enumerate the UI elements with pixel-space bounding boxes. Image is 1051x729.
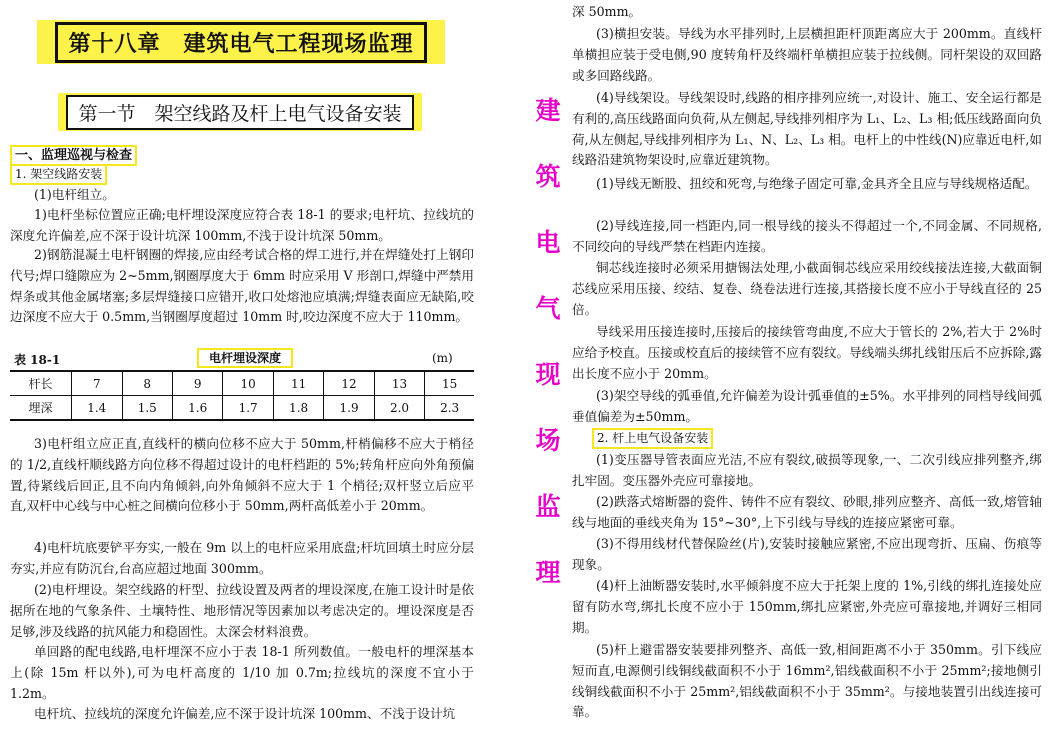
paragraph: (4)导线架设。导线架设时,线路的相序排列应统一,对设计、施工、安全运行都是有利的,高压线路面向负荷,从左侧起,导线排列相序为 L₁、L₂、L₃ 相;低压线路面向负荷,从左侧起,导线排列相序为 L₁、N、L₂、L₃ 相。电杆上的中性线(N)应靠近电杆,如线路沿建筑物架设时,应靠近建筑物。: [572, 90, 1042, 168]
table-unit: (m): [432, 351, 453, 365]
paragraph: (1)导线无断股、扭绞和死弯,与绝缘子固定可靠,金具齐全且应与导线规格适配。: [596, 176, 1038, 191]
table-number: 表 18-1: [14, 353, 61, 367]
section-title-highlight: [58, 93, 422, 131]
table-cell: 15: [425, 371, 474, 396]
table-caption: [10, 348, 474, 370]
table-cell: 杆长: [10, 371, 72, 396]
table-cell: 2.3: [425, 396, 474, 421]
paragraph: (3)横担安装。导线为水平排列时,上层横担距杆顶距离应大于 200mm。直线杆单横担应装于受电侧,90 度转角杆及终端杆单横担应装于拉线侧。同杆架设的双回路或多回路线路。: [572, 26, 1042, 83]
paragraph: (5)杆上避雷器安装要排列整齐、高低一致,相间距离不小于 350mm。引下线应短而直,电源侧引线铜线截面积不小于 16mm²,铝线截面积不小于 25mm²;接地侧引线铜线截面积不小于 25mm²,铝线截面积不小于 35mm²。与接地装置引出线连接可靠。: [572, 642, 1042, 720]
table-cell: 1.7: [223, 396, 273, 421]
paragraph: (2)电杆埋设。架空线路的杆型、拉线设置及两者的埋设深度,在施工设计时是依据所在地的气象条件、土壤特性、地形情况等因素加以考虑决定的。埋设深度是否足够,涉及线路的抗风能力和稳固性。太深会材料浪费。: [10, 582, 474, 639]
paragraph: 导线采用压接连接时,压接后的接续管弯曲度,不应大于管长的 2%,若大于 2%时应给予校直。压接或校直后的接续管不应有裂纹。导线端头绑扎线钳压后不应拆除,露出长度不应小于 20mm。: [572, 324, 1042, 381]
section-title: 第一节 架空线路及杆上电气设备安装: [66, 95, 413, 130]
paragraph: 单回路的配电线路,电杆埋深不应小于表 18-1 所列数值。一般电杆的埋深基本上(除 15m 杆以外),可为电杆高度的 1/10 加 0.7m;拉线坑的深度不宜小于 1.2m。: [10, 644, 474, 701]
paragraph: (4)杆上油断器安装时,水平倾斜度不应大于托架上度的 1%,引线的绑扎连接处应留有防水弯,绑扎长度不应小于 150mm,绑扎应紧密,外壳应可靠接地,并调好三相同期。: [572, 578, 1042, 635]
paragraph: (3)架空导线的弧垂值,允许偏差为设计弧垂值的±5%。水平排列的同档导线间弧垂值偏差为±50mm。: [572, 388, 1042, 424]
paragraph: 铜芯线连接时必须采用搪锡法处理,小截面铜芯线应采用绞线接法连接,大截面铜芯线应采用压接、绞结、复卷、绕卷法进行连接,其搭接长度不应小于导线直径的 25 倍。: [572, 260, 1042, 317]
left-page: [0, 0, 488, 729]
spine-char: 电: [535, 228, 561, 257]
paragraph: 4)电杆坑底要铲平夯实,一般在 9m 以上的电杆应采用底盘;杆坑回填土时应分层夯实,并应有防沉台,台高应超过地面 300mm。: [10, 540, 474, 576]
paragraph: 2)钢筋混凝土电杆钢圈的焊接,应由经考试合格的焊工进行,并在焊缝处打上钢印代号;焊口缝隙应为 2~5mm,钢圈厚度大于 6mm 时应采用 V 形剖口,焊缝中严禁用焊条或其他金属堵塞;多层焊缝接口应错开,收口处熔池应填满;焊缝表面应无缺陷,咬边深度不应大于 0.5mm,当钢圈厚度超过 10mm 时,咬边深度不应大于 110mm。: [10, 247, 474, 325]
table-row: [10, 396, 474, 421]
paragraph: (1)变压器导管表面应光洁,不应有裂纹,破损等现象,一、二次引线应排列整齐,绑扎牢固。变压器外壳应可靠接地。: [572, 452, 1042, 488]
spine-char: 理: [535, 558, 561, 587]
spine-char: 建: [535, 96, 561, 125]
table-cell: 10: [223, 371, 273, 396]
paragraph: (3)不得用线材代替保险丝(片),安装时接触应紧密,不应出现弯折、压扁、伤痕等现象。: [572, 536, 1042, 572]
heading-overhead-line: 1. 架空线路安装: [10, 164, 107, 185]
paragraph: 1)电杆坐标位置应正确;电杆埋设深度应符合表 18-1 的要求;电杆坑、拉线坑的深度允许偏差,应不深于设计坑深 100mm,不浅于设计坑深 50mm。: [10, 207, 474, 243]
paragraph: 3)电杆组立应正直,直线杆的横向位移不应大于 50mm,杆梢偏移不应大于梢径的 1/2,直线杆顺线路方向位移不得超过设计的电杆档距的 5%;转角杆应向外角预偏置,待紧线后回正,且不向内角倾斜,向外角倾斜不应大于 1 个梢径;双杆竖立后应平直,双杆中心线与中心桩之间横向位移小于 50mm,两杆高低差小于 20mm。: [10, 436, 474, 514]
table-row: [10, 371, 474, 396]
paragraph: 电杆坑、拉线坑的深度允许偏差,应不深于设计坑深 100mm、不浅于设计坑: [34, 706, 456, 721]
spine-char: 筑: [535, 162, 561, 191]
table-cell: 13: [374, 371, 424, 396]
table-cell: 1.6: [172, 396, 222, 421]
spine-char: 气: [535, 294, 561, 323]
table-title: 电杆埋设深度: [197, 348, 293, 368]
table-cell: 1.8: [273, 396, 323, 421]
paragraph: 深 50mm。: [572, 4, 642, 19]
heading-pole-equipment: 2. 杆上电气设备安装: [592, 428, 713, 449]
table-cell: 1.5: [122, 396, 172, 421]
paragraph: (2)导线连接,同一档距内,同一根导线的接头不得超过一个,不同金属、不同规格,不同绞向的导线严禁在档距内连接。: [572, 218, 1042, 254]
chapter-title: 第十八章 建筑电气工程现场监理: [55, 22, 426, 63]
table-cell: 2.0: [374, 396, 424, 421]
table-cell: 7: [72, 371, 122, 396]
chapter-title-highlight: [37, 20, 445, 64]
table-cell: 12: [324, 371, 374, 396]
pole-depth-table: [10, 370, 474, 421]
table-cell: 11: [273, 371, 323, 396]
table-cell: 1.9: [324, 396, 374, 421]
paragraph: (1)电杆组立。: [34, 187, 115, 202]
paragraph: (2)跌落式熔断器的瓷件、铸件不应有裂纹、砂眼,排列应整齐、高低一致,熔管轴线与地面的垂线夹角为 15°~30°,上下引线与导线的连接应紧密可靠。: [572, 494, 1042, 530]
spine-char: 监: [535, 492, 561, 521]
spine-char: 现: [535, 360, 561, 389]
heading-supervision: 一、监理巡视与检查: [10, 145, 137, 166]
spine-char: 场: [535, 426, 561, 455]
table-cell: 9: [172, 371, 222, 396]
table-cell: 1.4: [72, 396, 122, 421]
table-cell: 埋深: [10, 396, 72, 421]
right-page: [562, 0, 1051, 729]
table-cell: 8: [122, 371, 172, 396]
